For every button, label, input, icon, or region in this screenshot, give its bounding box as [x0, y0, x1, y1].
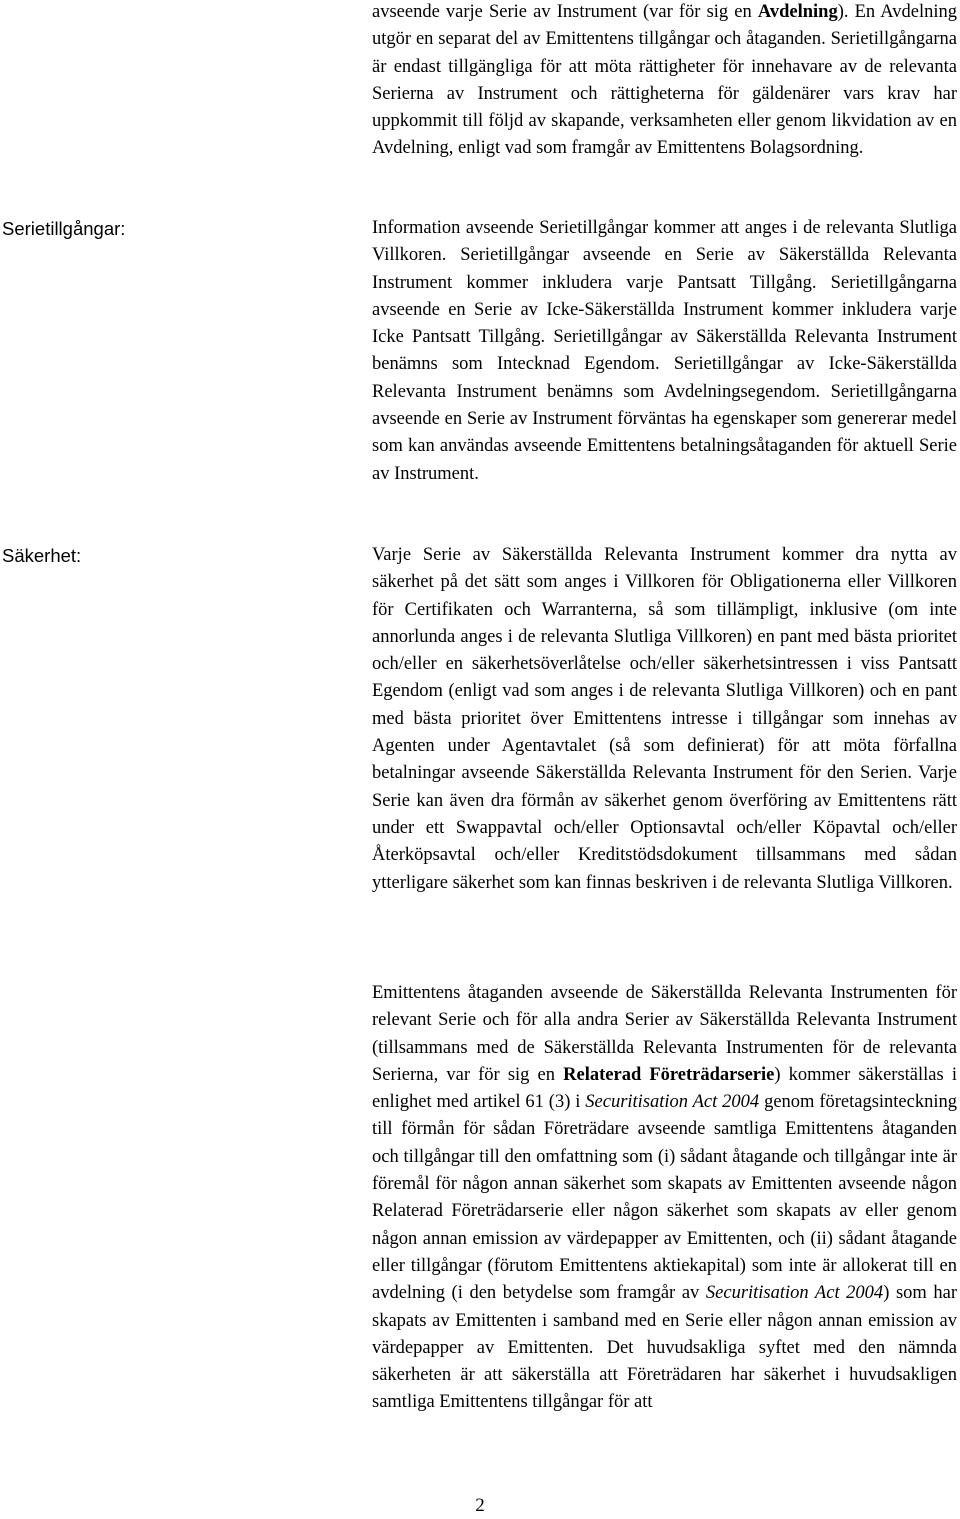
- serietillgangar-paragraph: Information avseende Serietillgångar kommer att anges i de relevanta Slutliga Villkoren. Serietillgångar avseende en Serie av Säkerställda Relevanta Instrument kommer inkludera varje Pantsatt Tillgång. Serietillgångarna avseende en Serie av Icke-Säkerställda Instrument kommer inkludera varje Icke Pantsatt Tillgång. Serietillgångar av Säkerställda Relevanta Instrument benämns som Intecknad Egendom. Serietillgångar av Icke-Säkerställda Relevanta Instrument benämns som Avdelningsegendom. Serietillgångarna avseende en Serie av Instrument förväntas ha egenskaper som genererar medel som kan användas avseende Emittentens betalningsåtaganden för aktuell Serie av Instrument.: [372, 218, 957, 484]
- emittent-paragraph: [372, 980, 957, 1417]
- avdelning-term: Avdelning: [757, 2, 838, 22]
- page-number: 2: [475, 1495, 485, 1516]
- sakerhet-label: Säkerhet:: [2, 545, 82, 566]
- emittent-text-4: ) som har skapats av Emittenten i samband med en Serie eller någon annan emission av värdepapper av Emittenten. Det huvudsakliga syftet med den nämnda säkerheten är att säkerställa att Företrädaren har säkerhet i huvudsakligen samtliga Emittentens tillgångar för att: [372, 1283, 958, 1413]
- serietillgangar-label: Serietillgångar:: [2, 218, 126, 239]
- sakerhet-paragraph: Varje Serie av Säkerställda Relevanta Instrument kommer dra nytta av säkerhet på det sätt som anges i Villkoren för Obligationerna eller Villkoren för Certifikaten och Warranterna, så som tillämpligt, inklusive (om inte annorlunda anges i de relevanta Slutliga Villkoren) en pant med bästa prioritet och/eller en säkerhetsöverlåtelse och/eller säkerhetsintressen i viss Pantsatt Egendom (enligt vad som anges i de relevanta Slutliga Villkoren) och en pant med bästa prioritet över Emittentens intresse i tillgångar som innehas av Agenten under Agentavtalet (så som definierat) för att möta förfallna betalningar avseende Säkerställda Relevanta Instrument för den Serien. Varje Serie kan även dra förmån av säkerhet genom överföring av Emittentens rätt under ett Swappavtal och/eller Optionsavtal och/eller Köpavtal och/eller Återköpsavtal och/eller Kreditstödsdokument tillsammans med sådan ytterligare säkerhet som kan finnas beskriven i de relevanta Slutliga Villkoren.: [372, 545, 957, 893]
- relaterad-foretradarserie-term: Relaterad Företrädarserie: [563, 1064, 775, 1085]
- securitisation-act-ref-2: Securitisation Act 2004: [705, 1283, 884, 1304]
- emittent-text-3: genom företagsinteckning till förmån för sådan Företrädare avseende samtliga Emittentens åtaganden och tillgångar till den omfattning som (i) sådant åtagande och tillgångar inte är föremål för någon annan säkerhet som skapats av Emittenten avseende någon Relaterad Företrädarserie eller någon säkerhet som skapats av eller genom någon annan emission av värdepapper av Emittenten, och (ii) sådant åtagande eller tillgångar (förutom Emittentens aktiekapital) som inte är allokerat till en avdelning (i den betydelse som framgår av: [372, 1092, 957, 1304]
- intro-paragraph: [372, 0, 957, 163]
- emittent-text-1: Emittentens åtaganden avseende de Säkerställda Relevanta Instrumenten för relevant Serie och för alla andra Serier av Säkerställda Relevanta Instrument (tillsammans med de Säkerställda Relevanta Instrumenten för de relevanta Serierna, var för sig en: [372, 983, 957, 1085]
- emittent-text-2: ) kommer säkerställas i enlighet med artikel 61 (3) i: [372, 1064, 957, 1113]
- intro-text-1: avseende varje Serie av Instrument (var för sig en: [372, 2, 758, 22]
- intro-text-2: ). En Avdelning utgör en separat del av Emittentens tillgångar och åtaganden. Serietillgångarna är endast tillgängliga för att möta rättigheter för innehavare av de relevanta Serierna av Instrument och rättigheterna för gäldenärer vars krav har uppkommit till följd av skapande, verksamheten eller genom likvidation av en Avdelning, enligt vad som framgår av Emittentens Bolagsordning.: [372, 2, 957, 159]
- securitisation-act-ref-1: Securitisation Act 2004: [585, 1092, 760, 1113]
